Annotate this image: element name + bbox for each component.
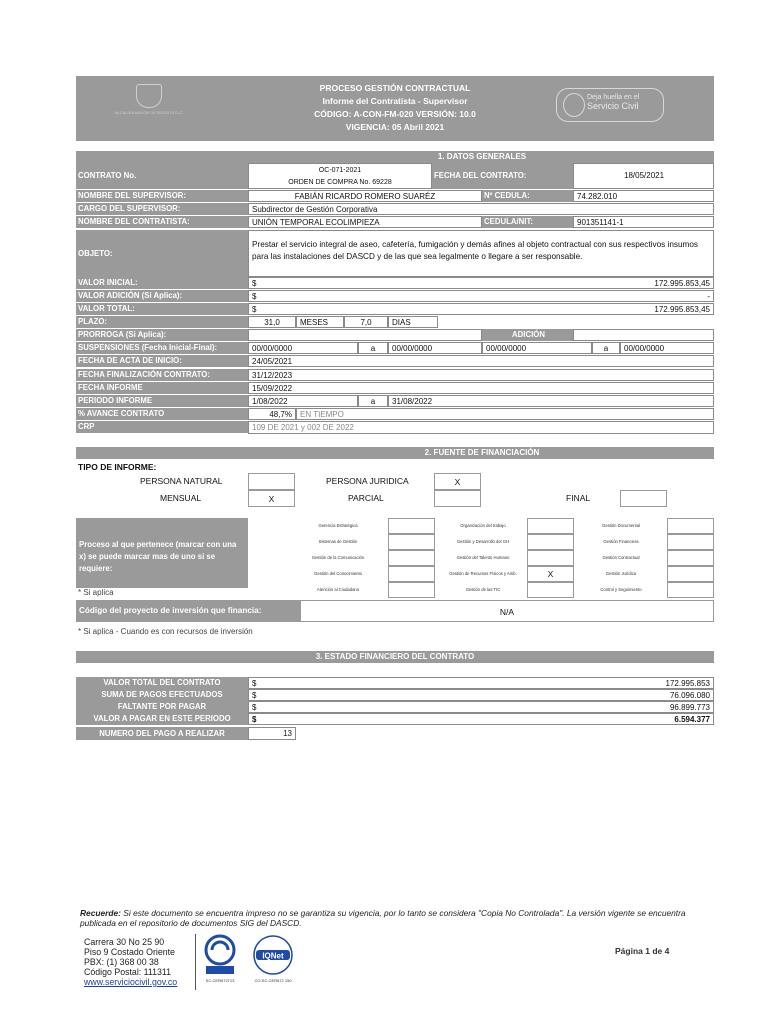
iso-certification-icon: [202, 934, 238, 984]
financial-row-value: [248, 701, 714, 713]
final-checkbox[interactable]: [620, 490, 667, 507]
proceso-comunicacion-checkbox[interactable]: [388, 550, 435, 566]
valor-inicial-row: [248, 277, 714, 289]
avance-label: % AVANCE CONTRATO: [76, 408, 248, 420]
susp-final: 00/00/0000: [388, 342, 482, 354]
informe-label: FECHA INFORME: [76, 382, 248, 394]
proceso-organizacion-checkbox[interactable]: [527, 518, 574, 534]
footer-divider: [195, 934, 196, 990]
page-number: Página 1 de 4: [615, 946, 670, 956]
persona-natural-checkbox[interactable]: [248, 473, 295, 490]
procesos-col2-boxes: [527, 518, 574, 598]
nit-label: CEDULA/NIT:: [482, 216, 573, 228]
financial-row-label: SUMA DE PAGOS EFECTUADOS: [76, 689, 248, 701]
avance-status: EN TIEMPO: [296, 408, 714, 420]
financial-row-value: [248, 689, 714, 701]
proceso-contractual: Gestión Contractual: [602, 555, 640, 560]
proceso-control-checkbox[interactable]: [667, 582, 714, 598]
acta-value: 24/05/2021: [248, 355, 714, 367]
recuerde-note: [80, 908, 700, 928]
financial-currency: $: [252, 691, 257, 700]
adicion-header: ADICIÓN: [482, 329, 573, 341]
logo-line2: Servicio Civil: [587, 101, 639, 111]
financial-row-label: VALOR A PAGAR EN ESTE PERIODO: [76, 713, 248, 725]
periodo-a: a: [358, 395, 388, 407]
proceso-gerencia-checkbox[interactable]: [388, 518, 435, 534]
proceso-atencion: Atención al Ciudadano: [316, 587, 360, 592]
valor-adicion-currency: $: [252, 292, 257, 301]
nit-value: 901351141-1: [573, 216, 714, 228]
si-aplica-note: * Si aplica: [78, 588, 114, 597]
website-link[interactable]: www.serviciocivil.gov.co: [84, 977, 178, 987]
proceso-documental: Gestión Documental: [602, 523, 640, 528]
section1-title-left: [76, 151, 250, 163]
plazo-dias-unit: DIAS: [388, 316, 438, 328]
finalizacion-value: 31/12/2023: [248, 369, 714, 381]
proceso-financiera-checkbox[interactable]: [667, 534, 714, 550]
pago-value: 13: [248, 727, 296, 740]
plazo-label: PLAZO:: [76, 316, 248, 328]
proceso-conocimiento-checkbox[interactable]: [388, 566, 435, 582]
valor-total-row: [248, 303, 714, 315]
proceso-conocimiento: Gestión del Conocimiento: [314, 571, 362, 576]
procesos-col1-boxes: [388, 518, 435, 598]
proceso-desarrollo-gh: Gestión y Desarrollo del GH: [456, 539, 510, 544]
proceso-talento-humano-checkbox[interactable]: [527, 550, 574, 566]
prorroga-label: PRORROGA (Si Aplica):: [76, 329, 248, 341]
valor-adicion-value: -: [707, 292, 710, 301]
crp-label: CRP: [76, 421, 248, 433]
valor-inicial-currency: $: [252, 279, 257, 288]
proceso-recursos-fisicos: Gestión de Recursos Físicos y Amb.: [449, 571, 517, 576]
valor-total-value: 172.995.853,45: [654, 305, 710, 314]
section1-title: 1. DATOS GENERALES: [250, 151, 714, 163]
cert1-text: SC-CER672713: [205, 978, 235, 983]
financial-amount: 76.096.080: [669, 691, 710, 700]
proceso-tic: Gestión de las TIC: [465, 587, 501, 592]
recuerde-bold: Recuerde:: [80, 908, 121, 918]
address-line1: Carrera 30 No 25 90: [84, 937, 165, 947]
cert2-text: CO-SC-CER672 150: [254, 978, 292, 983]
plazo-meses: 31,0: [248, 316, 296, 328]
proceso-atencion-checkbox[interactable]: [388, 582, 435, 598]
address-line2: Piso 9 Costado Oriente: [84, 947, 175, 957]
header-line3: CÓDIGO: A-CON-FM-020 VERSIÓN: 10.0: [314, 109, 476, 119]
susp-a: a: [358, 342, 388, 354]
cedula-value: 74.282.010: [573, 190, 714, 202]
final-label: FINAL: [566, 493, 591, 503]
persona-juridica-label: PERSONA JURIDICA: [326, 476, 409, 486]
adic-a: a: [592, 342, 620, 354]
iqnet-certification-icon: [248, 934, 298, 984]
address-block: [84, 937, 177, 987]
valor-total-currency: $: [252, 305, 257, 314]
valor-total-label: VALOR TOTAL:: [76, 303, 248, 315]
proceso-organizacion: Organización del trabajo: [460, 523, 506, 528]
proceso-control: Control y Seguimiento: [600, 587, 642, 592]
periodo-inicio: 1/08/2022: [248, 395, 358, 407]
section2-title: 2. FUENTE DE FINANCIACIÓN: [424, 448, 540, 457]
header-line4: VIGENCIA: 05 Abril 2021: [345, 122, 445, 132]
svg-text:IQNet: IQNet: [262, 951, 284, 961]
financial-amount: 6.594.377: [674, 715, 710, 724]
codigo-proyecto-label: Código del proyecto de inversión que financia:: [76, 600, 300, 622]
contratista-value: UNIÓN TEMPORAL ECOLIMPIEZA: [248, 216, 482, 228]
crest-text: ALCALDÍA MAYOR DE BOGOTÁ D.C.: [114, 110, 184, 115]
cargo-label: CARGO DEL SUPERVISOR:: [76, 203, 248, 215]
cargo-value: Subdirector de Gestión Corporativa: [248, 203, 714, 215]
proceso-recursos-fisicos-checkbox[interactable]: X: [527, 566, 574, 582]
proceso-label: Proceso al que pertenece (marcar con una x) se puede marcar mas de uno si se requiere:: [76, 518, 248, 588]
supervisor-value: FABIÁN RICARDO ROMERO SUARÉZ: [248, 190, 482, 202]
mensual-checkbox[interactable]: X: [248, 490, 295, 507]
inversion-note: * Si aplica - Cuando es con recursos de inversión: [78, 627, 253, 636]
orden-compra: ORDEN DE COMPRA No. 69228: [288, 179, 392, 186]
header-line1: PROCESO GESTIÓN CONTRACTUAL: [319, 83, 471, 93]
persona-juridica-checkbox[interactable]: X: [434, 473, 481, 490]
valor-adicion-row: [248, 290, 714, 302]
finalizacion-label: FECHA FINALIZACIÓN CONTRATO:: [76, 369, 248, 381]
address-line3: PBX: (1) 368 00 38: [84, 957, 159, 967]
servicio-civil-badge-icon: [563, 93, 585, 117]
section3-title: 3. ESTADO FINANCIERO DEL CONTRATO: [315, 652, 475, 661]
codigo-proyecto-value: N/A: [300, 600, 714, 622]
proceso-sistemas: Sistemas de Gestión: [318, 539, 358, 544]
financial-row-value: [248, 677, 714, 689]
contrato-number: OC-071-2021: [318, 167, 362, 174]
avance-value: 48,7%: [248, 408, 296, 420]
proceso-talento-humano: Gestión del Talento Humano: [456, 555, 510, 560]
parcial-checkbox[interactable]: [434, 490, 481, 507]
fecha-contrato-label: FECHA DEL CONTRATO:: [432, 163, 573, 189]
financial-row-value: [248, 713, 714, 725]
proceso-tic-checkbox[interactable]: [527, 582, 574, 598]
plazo-meses-unit: MESES: [296, 316, 344, 328]
proceso-sistemas-checkbox[interactable]: [388, 534, 435, 550]
address-line4: Código Postal: 111311: [84, 967, 172, 977]
valor-inicial-value: 172.995.853,45: [654, 279, 710, 288]
financial-amount: 172.995.853: [665, 679, 710, 688]
parcial-label: PARCIAL: [348, 493, 384, 503]
proceso-juridica: Gestión Jurídica: [605, 571, 637, 576]
supervisor-label: NOMBRE DEL SUPERVISOR:: [76, 190, 248, 202]
financial-currency: $: [252, 703, 257, 712]
servicio-civil-logo: [556, 88, 664, 122]
valor-inicial-label: VALOR INICIAL:: [76, 277, 248, 289]
valor-adicion-label: VALOR ADICIÓN (Si Aplica):: [76, 290, 248, 302]
periodo-label: PERIODO INFORME: [76, 395, 248, 407]
adic-final: 00/00/0000: [620, 342, 714, 354]
periodo-fin: 31/08/2022: [388, 395, 714, 407]
fecha-contrato-value: 18/05/2021: [573, 163, 714, 189]
logo-line1: Deja huella en el: [587, 94, 640, 101]
contratista-label: NOMBRE DEL CONTRATISTA:: [76, 216, 248, 228]
objeto-label: OBJETO:: [76, 230, 248, 277]
financial-currency: $: [252, 715, 257, 724]
tipo-informe-label: TIPO DE INFORME:: [78, 462, 157, 472]
proceso-contractual-checkbox[interactable]: [667, 550, 714, 566]
plazo-dias: 7,0: [344, 316, 388, 328]
contrato-value: [248, 163, 432, 189]
proceso-documental-checkbox[interactable]: [667, 518, 714, 534]
crp-value: 109 DE 2021 y 002 DE 2022: [248, 421, 714, 434]
proceso-desarrollo-gh-checkbox[interactable]: [527, 534, 574, 550]
proceso-juridica-checkbox[interactable]: [667, 566, 714, 582]
adic-inicial: 00/00/0000: [482, 342, 592, 354]
proceso-financiera: Gestión Financiera: [603, 539, 639, 544]
susp-inicial: 00/00/0000: [248, 342, 358, 354]
header-line2: Informe del Contratista - Supervisor: [322, 96, 468, 106]
prorroga-value: [248, 329, 482, 341]
persona-natural-label: PERSONA NATURAL: [140, 476, 223, 486]
procesos-col3-boxes: [667, 518, 714, 598]
informe-value: 15/09/2022: [248, 382, 714, 394]
financial-amount: 96.899.773: [669, 703, 710, 712]
recuerde-text: Si este documento se encuentra impreso no se garantiza su vigencia, por lo tanto se considera "Copia No Controlada". La versión vigente se encuentra publicada en el repositorio de documentos SIG del DASCD.: [80, 908, 686, 928]
adicion-blank: [573, 329, 714, 341]
acta-label: FECHA DE ACTA DE INICIO:: [76, 355, 248, 367]
financial-currency: $: [252, 679, 257, 688]
document-header: [76, 76, 714, 141]
proceso-gerencia: Gerencia Estratégica: [318, 523, 358, 528]
financial-row-label: VALOR TOTAL DEL CONTRATO: [76, 677, 248, 689]
objeto-value: Prestar el servicio integral de aseo, cafetería, fumigación y demás afines al objeto contractual con sus respectivos insumos para las instalaciones del DASCD y de las que sea legalmente o llegare a ser responsable.: [248, 230, 714, 277]
pago-label: NUMERO DEL PAGO A REALIZAR: [76, 727, 248, 740]
suspensiones-label: SUSPENSIONES (Fecha Inicial-Final):: [76, 342, 248, 354]
proceso-comunicacion: Gestión de la Comunicación: [311, 555, 365, 560]
financial-row-label: FALTANTE POR PAGAR: [76, 701, 248, 713]
mensual-label: MENSUAL: [160, 493, 202, 503]
contrato-label: CONTRATO No.: [76, 163, 248, 189]
cedula-label: Nº CEDULA:: [482, 190, 573, 202]
